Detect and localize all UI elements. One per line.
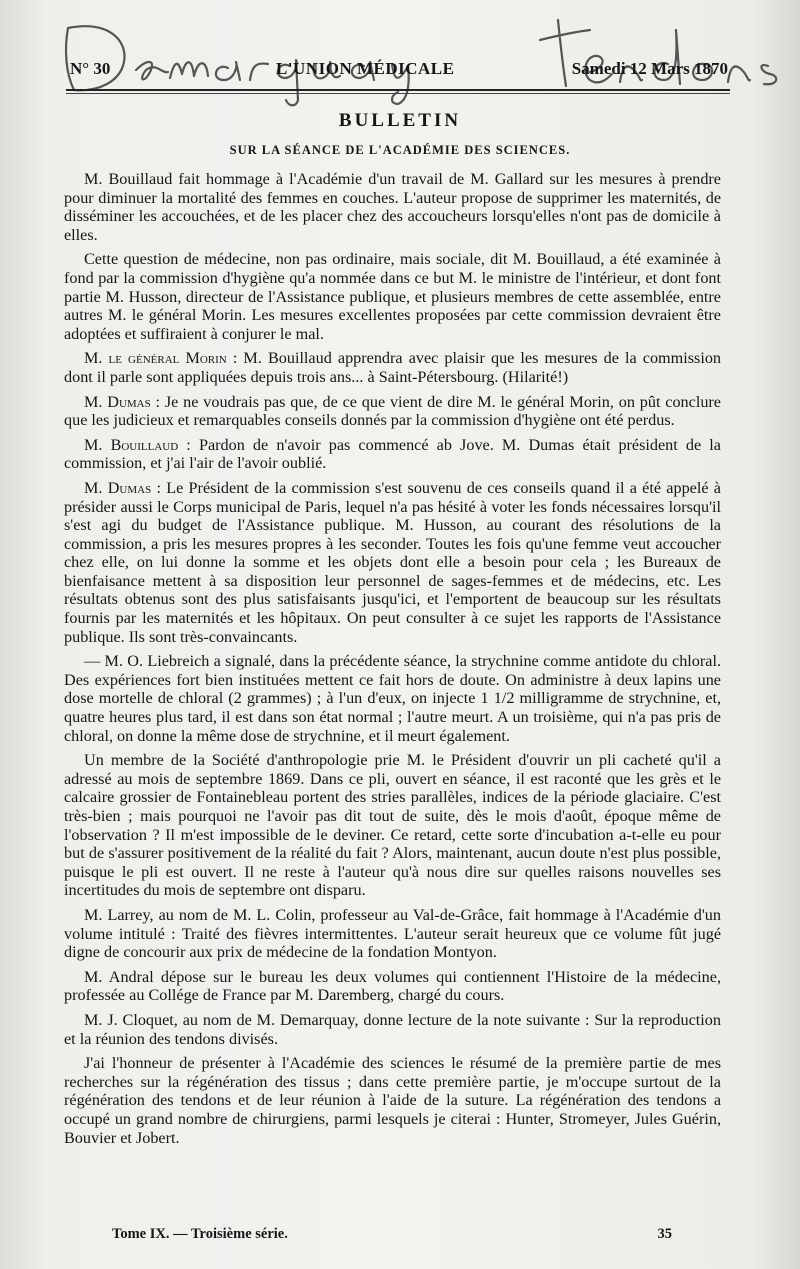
paragraph: — M. O. Liebreich a signalé, dans la précédente séance, la strychnine comme antidote du chloral. Des expériences fort bien instituées mettent ce fait hors de doute. On administre à deux lapins une dose mortelle de chloral (2 grammes) ; à l'un d'eux, on injecte 1 1/2 milligramme de strychnine, et, quatre heures plus tard, il est dans son état normal ; l'autre meurt. A un troisième, qui n'a pas pris de chloral, on donne la même dose de strychnine, et il meurt également. bbox=[64, 652, 721, 745]
volume-info: Tome IX. — Troisième série. bbox=[112, 1226, 288, 1242]
paragraph: M. Andral dépose sur le bureau les deux volumes qui contiennent l'Histoire de la médecine, professée au Collége de France par M. Daremberg, chargé du cours. bbox=[64, 967, 721, 1005]
paragraph: M. J. Cloquet, au nom de M. Demarquay, donne lecture de la note suivante : Sur la reproduction et la réunion des tendons divisés. bbox=[64, 1010, 721, 1048]
paragraph: M. Larrey, au nom de M. L. Colin, professeur au Val-de-Grâce, fait hommage à l'Académie d'un volume intitulé : Traité des fièvres intermittentes. L'auteur serait heureux que ce volume fût jugé digne de concourir aux prix de médecine de la fondation Montyon. bbox=[64, 905, 721, 962]
article-body bbox=[64, 170, 721, 1153]
paragraph: M. Bouillaud : Pardon de n'avoir pas commencé ab Jove. M. Dumas était président de la commission, et j'ai l'air de l'avoir oublié. bbox=[64, 435, 721, 473]
bulletin-title: BULLETIN bbox=[338, 110, 462, 131]
header-rule-thin bbox=[66, 93, 730, 94]
issue-date: Samedi 12 Mars 1870 bbox=[571, 59, 728, 78]
paragraph: Cette question de médecine, non pas ordinaire, mais sociale, dit M. Bouillaud, a été examinée à fond par la commission d'hygiène qu'a nommée dans ce but M. le ministre de l'intérieur, et dont font partie M. Husson, directeur de l'Assistance publique, et plusieurs membres de cette assemblée, entre autres M. le général Morin. Les mesures excellentes proposées par cette commission devraient être adoptées et suffiraient à conjurer le mal. bbox=[64, 250, 721, 343]
journal-title: L'UNION MÉDICALE bbox=[276, 59, 455, 78]
speaker-name: M. Dumas : bbox=[84, 478, 161, 497]
paragraph: M. le général Morin : M. Bouillaud apprendra avec plaisir que les mesures de la commission dont il parle sont appliquées depuis trois ans... à Saint-Pétersbourg. (Hilarité!) bbox=[64, 349, 722, 386]
paragraph: M. Bouillaud fait hommage à l'Académie d'un travail de M. Gallard sur les mesures à prendre pour diminuer la mortalité des femmes en couches. L'auteur propose de supprimer les maternités, de disséminer les accouchées, et de les placer chez des accoucheurs lorsqu'elles n'ont pas de domicile à elles. bbox=[64, 170, 721, 244]
paragraph: M. Dumas : Je ne voudrais pas que, de ce que vient de dire M. le général Morin, on pût conclure que les judicieux et remarquables conseils donnés par la commission d'hygiène ont été perdus. bbox=[64, 392, 721, 430]
paragraph: M. Dumas : Le Président de la commission s'est souvenu de ces conseils quand il a été appelé à présider aussi le Corps municipal de Paris, lequel n'a pas hésité à voter les fonds nécessaires lorsqu'il s'est agi du budget de l'Assistance publique. M. Husson, au courant des résolutions de la commission, a pris les mesures propres à les seconder. Toutes les fois qu'une femme veut accoucher chez elle, on lui donne la somme et les objets dont elle a besoin pour cela ; les Bureaux de bienfaisance mettent à sa disposition leur personnel de sages-femmes et de médecins, etc. Les résultats obtenus sont des plus satisfaisants jusqu'ici, et l'emportent de beaucoup sur les résultats fournis par les maternités et les hôpitaux. On peut consulter à ce sujet les rapports de l'Assistance publique. Ils sont très-convaincants. bbox=[64, 478, 721, 646]
header-rule bbox=[66, 89, 730, 91]
speaker-name: M. Dumas : bbox=[84, 392, 161, 411]
bulletin-subtitle: SUR LA SÉANCE DE L'ACADÉMIE DES SCIENCES. bbox=[229, 143, 571, 157]
issue-number: N° 30 bbox=[70, 59, 111, 78]
running-head bbox=[68, 55, 728, 85]
page-number: 35 bbox=[657, 1226, 672, 1242]
page-footer bbox=[112, 1226, 672, 1246]
paragraph: J'ai l'honneur de présenter à l'Académie des sciences le résumé de la première partie de mes recherches sur la régénération des tissus ; dans cette première partie, je m'occupe surtout de la régénération des tendons et de leur réunion à l'aide de la suture. La régénération des tendons a occupé un grand nombre de chirurgiens, parmi lesquels je citerai : Hunter, Stromeyer, Jules Guérin, Bouvier et Jobert. bbox=[64, 1054, 721, 1147]
speaker-name: M. Bouillaud : bbox=[84, 435, 191, 454]
paragraph: Un membre de la Société d'anthropologie prie M. le Président d'ouvrir un pli cacheté qu'il a adressé au mois de septembre 1869. Dans ce pli, ouvert en séance, il est raconté que les grès et le calcaire grossier de Fontainebleau portent des stries parallèles, indices de la période glaciaire. C'est très-bien ; mais pourquoi ne l'avoir pas dit tout de suite, dès le mois d'août, époque même de l'observation ? Il m'est impossible de le deviner. Ce retard, cette sorte d'incubation a-t-elle eu pour but de s'assurer positivement de la réalité du fait ? Alors, maintenant, aucun doute n'est plus possible, puisque le pli est ouvert. Il ne reste à l'auteur qu'à nous dire sur quelles raisons nouvelles ses incertitudes du mois de septembre ont disparu. bbox=[64, 751, 721, 900]
speaker-name: M. le général Morin : bbox=[84, 349, 238, 368]
